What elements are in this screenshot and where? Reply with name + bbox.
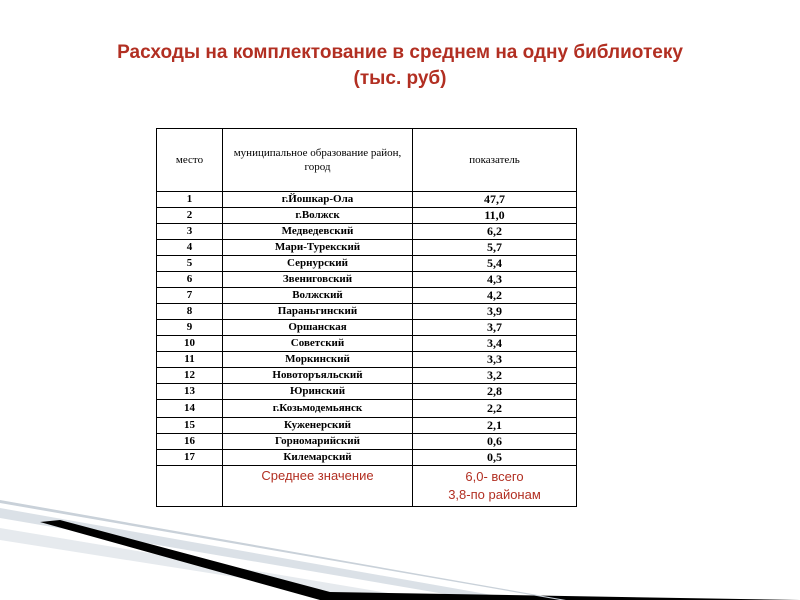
cell-value: 2,1 [413,418,577,434]
summary-value [415,468,574,504]
cell-value: 5,4 [413,256,577,272]
cell-name: Новоторъяльский [223,368,413,384]
header-rank: место [157,129,223,192]
cell-value: 3,3 [413,352,577,368]
table-row [157,224,577,240]
cell-name: Звениговский [223,272,413,288]
header-municipality: муниципальное образование район, город [223,129,413,192]
cell-value: 2,8 [413,384,577,400]
summary-value-districts: 3,8-по районам [448,487,541,502]
cell-value: 3,4 [413,336,577,352]
cell-value: 4,3 [413,272,577,288]
cell-value: 3,9 [413,304,577,320]
table-row [157,352,577,368]
cell-name: Советский [223,336,413,352]
cell-rank: 5 [157,256,223,272]
cell-name: Юринский [223,384,413,400]
slide-title-line2: (тыс. руб) [353,68,447,89]
table-row [157,240,577,256]
table-row [157,418,577,434]
cell-name: г.Волжск [223,208,413,224]
cell-name: Волжский [223,288,413,304]
table-row [157,208,577,224]
cell-rank: 3 [157,224,223,240]
decorative-swoosh [0,500,800,600]
slide-title [40,40,760,92]
table-row [157,434,577,450]
cell-name: Куженерский [223,418,413,434]
library-expenses-table [156,128,577,507]
cell-name: Параньгинский [223,304,413,320]
cell-value: 0,5 [413,450,577,466]
summary-value-total: 6,0- всего [465,469,524,484]
cell-rank: 7 [157,288,223,304]
cell-value: 2,2 [413,400,577,418]
table-row [157,320,577,336]
cell-value: 5,7 [413,240,577,256]
table-row [157,192,577,208]
cell-name: г.Йошкар-Ола [223,192,413,208]
cell-value: 6,2 [413,224,577,240]
cell-rank: 12 [157,368,223,384]
decor-light-band-1 [0,508,520,600]
cell-rank: 9 [157,320,223,336]
table-row [157,400,577,418]
cell-rank: 4 [157,240,223,256]
cell-rank: 14 [157,400,223,418]
cell-rank: 17 [157,450,223,466]
table-row [157,384,577,400]
cell-rank: 13 [157,384,223,400]
cell-rank: 2 [157,208,223,224]
table-row [157,336,577,352]
cell-name: г.Козьмодемьянск [223,400,413,418]
table-row [157,450,577,466]
cell-name: Сернурский [223,256,413,272]
header-indicator: показатель [413,129,577,192]
cell-name: Горномарийский [223,434,413,450]
cell-rank: 6 [157,272,223,288]
table-row [157,256,577,272]
table-row [157,304,577,320]
cell-rank: 8 [157,304,223,320]
cell-rank: 1 [157,192,223,208]
table-row [157,272,577,288]
cell-name: Мари-Турекский [223,240,413,256]
cell-name: Килемарский [223,450,413,466]
summary-label: Среднее значение [261,468,374,483]
cell-name: Медведевский [223,224,413,240]
cell-value: 0,6 [413,434,577,450]
cell-value: 11,0 [413,208,577,224]
table-row [157,368,577,384]
cell-rank: 16 [157,434,223,450]
cell-rank: 11 [157,352,223,368]
table-header-row [157,129,577,192]
cell-rank: 10 [157,336,223,352]
cell-value: 4,2 [413,288,577,304]
cell-name: Оршанская [223,320,413,336]
slide-title-line1: Расходы на комплектование в среднем на одну библиотеку [117,42,683,63]
cell-rank: 15 [157,418,223,434]
cell-value: 3,7 [413,320,577,336]
cell-value: 3,2 [413,368,577,384]
table-row [157,288,577,304]
cell-value: 47,7 [413,192,577,208]
cell-name: Моркинский [223,352,413,368]
